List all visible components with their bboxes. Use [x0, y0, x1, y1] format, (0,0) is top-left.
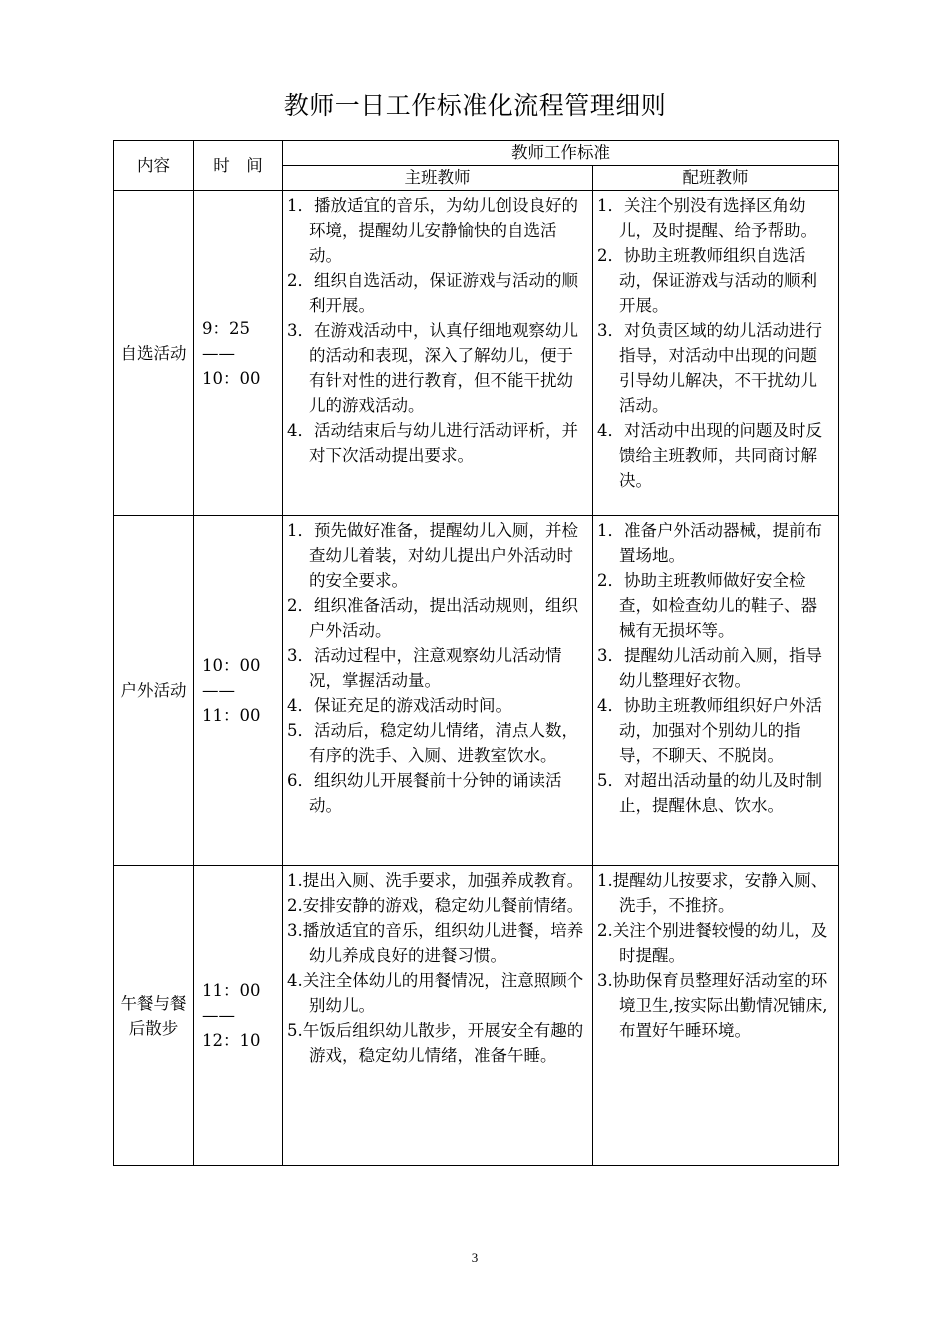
- time-dash: ——: [202, 681, 235, 700]
- time-start: 10：00: [202, 656, 261, 675]
- list-item: 5．活动后，稳定幼儿情绪，清点人数，有序的洗手、入厕、进教室饮水。: [287, 721, 578, 765]
- list-item: 2．协助主班教师做好安全检查，如检查幼儿的鞋子、器械有无损坏等。: [597, 571, 817, 640]
- list-item: 1．关注个别没有选择区角幼儿，及时提醒、给予帮助。: [597, 196, 817, 240]
- list-item: 6．组织幼儿开展餐前十分钟的诵读活动。: [287, 771, 562, 815]
- page-number: 3: [471, 1250, 479, 1265]
- time-end: 11：00: [202, 706, 261, 725]
- list-item: 3.协助保育员整理好活动室的环境卫生,按实际出勤情况铺床,布置好午睡环境。: [597, 971, 828, 1040]
- list-item: 2.安排安静的游戏，稳定幼儿餐前情绪。: [287, 896, 584, 915]
- list-item: 2．组织准备活动，提出活动规则，组织户外活动。: [287, 596, 578, 640]
- assistant-teacher-duties: [593, 866, 839, 1166]
- time-end: 10：00: [202, 368, 261, 388]
- list-item: 1.提出入厕、洗手要求，加强养成教育。: [287, 871, 584, 890]
- list-item: 3．提醒幼儿活动前入厕，指导幼儿整理好衣物。: [597, 646, 822, 690]
- head-teacher-duties: [283, 516, 593, 866]
- header-assistant-teacher: 配班教师: [593, 166, 839, 191]
- list-item: 4．活动结束后与幼儿进行活动评析，并对下次活动提出要求。: [287, 421, 578, 465]
- list-item: 3．活动过程中，注意观察幼儿活动情况，掌握活动量。: [287, 646, 562, 690]
- table-row: [114, 191, 839, 516]
- list-item: 3．在游戏活动中，认真仔细地观察幼儿的活动和表现，深入了解幼儿，便于有针对性的进行教育，但不能干扰幼儿的游戏活动。: [287, 321, 578, 415]
- list-item: 3.播放适宜的音乐，组织幼儿进餐，培养幼儿养成良好的进餐习惯。: [287, 921, 584, 965]
- time-start: 9：25: [202, 318, 250, 338]
- list-item: 1．播放适宜的音乐，为幼儿创设良好的环境，提醒幼儿安静愉快的自选活动。: [287, 196, 578, 265]
- list-item: 1.提醒幼儿按要求，安静入厕、洗手，不推挤。: [597, 871, 828, 915]
- head-teacher-duties: [283, 866, 593, 1166]
- row-content: 自选活动: [114, 191, 194, 516]
- table-row: [114, 866, 839, 1166]
- list-item: 1．预先做好准备，提醒幼儿入厕，并检查幼儿着装，对幼儿提出户外活动时的安全要求。: [287, 521, 578, 590]
- list-item: 5.午饭后组织幼儿散步，开展安全有趣的游戏，稳定幼儿情绪，准备午睡。: [287, 1021, 584, 1065]
- list-item: 4.关注全体幼儿的用餐情况，注意照顾个别幼儿。: [287, 971, 584, 1015]
- list-item: 4．保证充足的游戏活动时间。: [287, 696, 512, 715]
- header-content: 内容: [114, 141, 194, 191]
- list-item: 4．对活动中出现的问题及时反馈给主班教师，共同商讨解决。: [597, 421, 822, 490]
- list-item: 4．协助主班教师组织好户外活动，加强对个别幼儿的指导，不聊天、不脱岗。: [597, 696, 822, 765]
- assistant-teacher-duties: [593, 516, 839, 866]
- list-item: 2.关注个别进餐较慢的幼儿，及时提醒。: [597, 921, 828, 965]
- list-item: 3．对负责区域的幼儿活动进行指导，对活动中出现的问题引导幼儿解决，不干扰幼儿活动。: [597, 321, 822, 415]
- list-item: 1．准备户外活动器械，提前布置场地。: [597, 521, 822, 565]
- header-standard: 教师工作标准: [283, 141, 839, 166]
- time-end: 12：10: [202, 1031, 261, 1050]
- row-time: [194, 866, 283, 1166]
- row-time: [194, 516, 283, 866]
- time-start: 11：00: [202, 981, 261, 1000]
- work-standard-table: [113, 140, 839, 1166]
- page-title: 教师一日工作标准化流程管理细则: [283, 91, 667, 120]
- assistant-teacher-duties: [593, 191, 839, 516]
- row-content: 午餐与餐后散步: [114, 866, 194, 1166]
- time-dash: ——: [202, 343, 235, 363]
- header-time: 时 间: [194, 141, 283, 191]
- time-dash: ——: [202, 1006, 235, 1025]
- head-teacher-duties: [283, 191, 593, 516]
- list-item: 2．协助主班教师组织自选活动，保证游戏与活动的顺利开展。: [597, 246, 817, 315]
- row-time: [194, 191, 283, 516]
- header-head-teacher: 主班教师: [283, 166, 593, 191]
- table-row: [114, 516, 839, 866]
- list-item: 2．组织自选活动，保证游戏与活动的顺利开展。: [287, 271, 578, 315]
- list-item: 5．对超出活动量的幼儿及时制止，提醒休息、饮水。: [597, 771, 822, 815]
- row-content: 户外活动: [114, 516, 194, 866]
